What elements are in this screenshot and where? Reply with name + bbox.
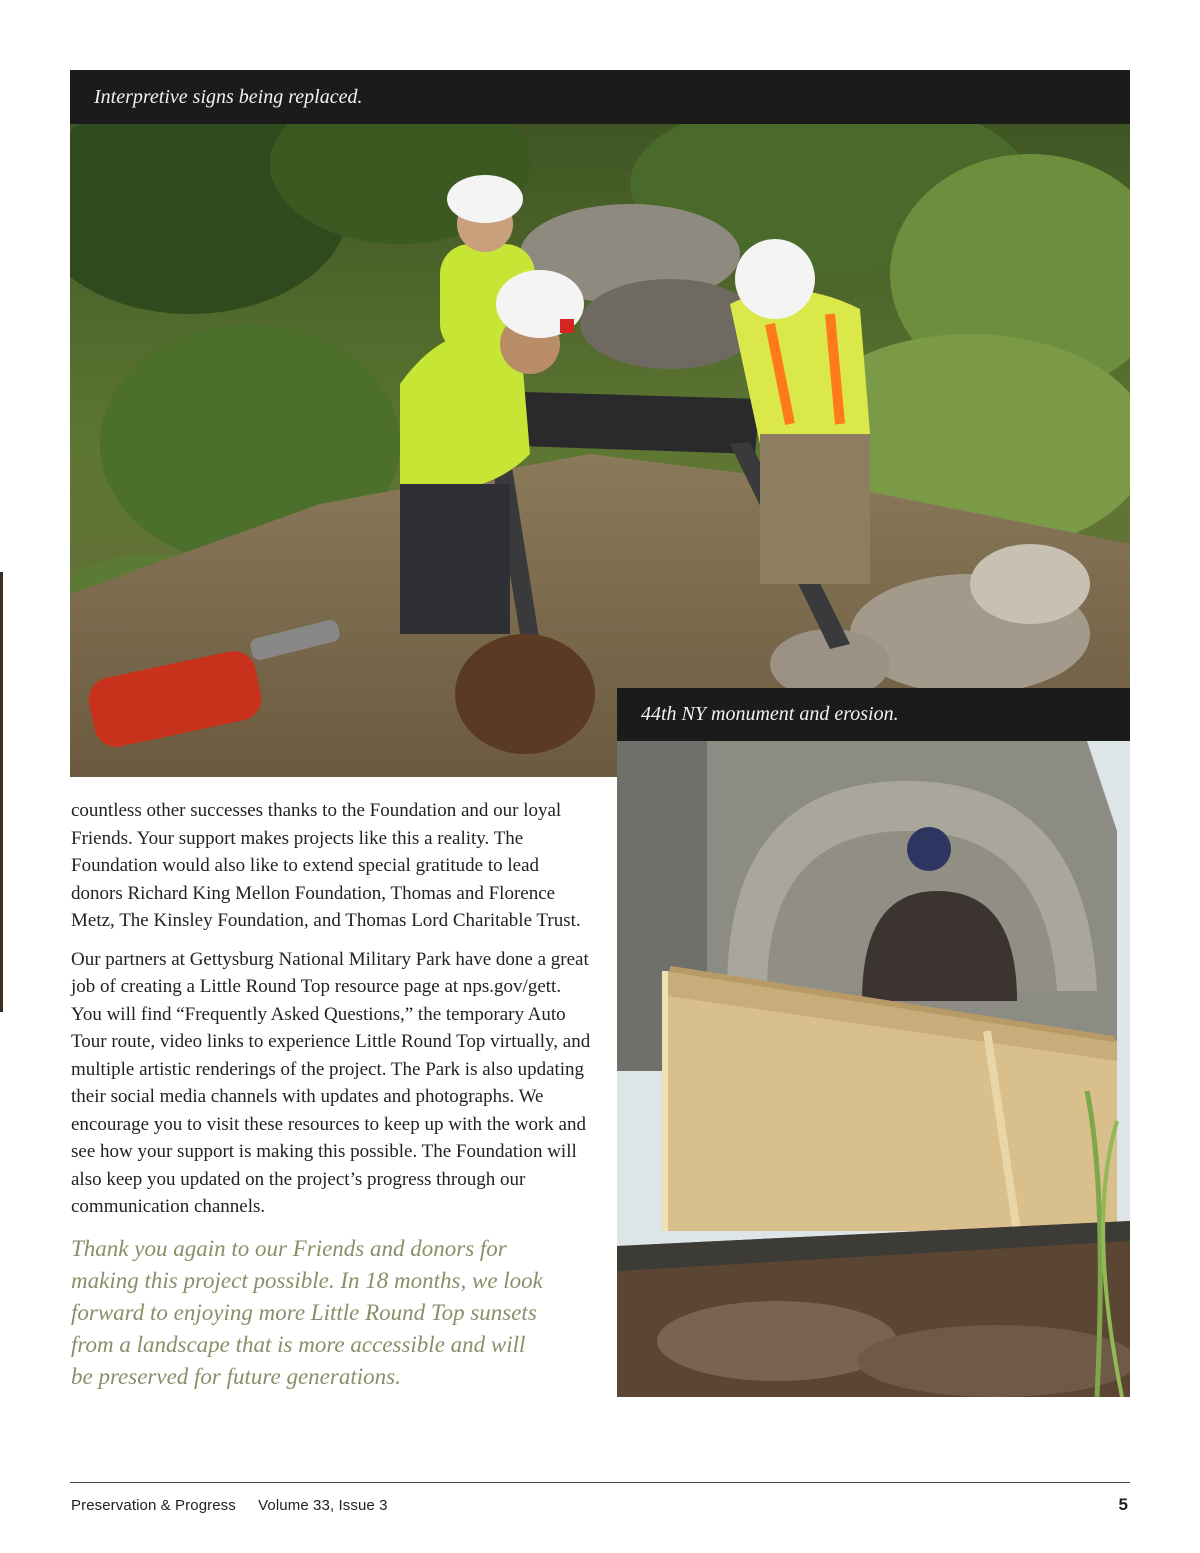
workers-illustration [70,124,1130,777]
page-edge-mark [0,572,3,1012]
body-paragraph: countless other successes thanks to the Foundation and our loyal Friends. Your support makes projects like this a reality. The Foundation would also like to extend special gratitude to lead donors Richard King Mellon Foundation, Thomas and Florence Metz, The Kinsley Foundation, and Thomas Lord Charitable Trust. [71,800,581,931]
photo-caption-monument: 44th NY monument and erosion. [617,688,1130,741]
photo-44th-ny-monument [617,741,1130,1397]
footer-publication-info [71,1497,388,1514]
monument-illustration [617,741,1130,1397]
issue-label: Volume 33, Issue 3 [258,1497,388,1514]
photo-workers-replacing-sign [70,124,1130,777]
body-paragraph: Our partners at Gettysburg National Military Park have done a great job of creating a Little Round Top resource page at nps.gov/gett. You will find “Frequently Asked Questions,” the temporary Auto Tour route, video links to experience Little Round Top virtually, and multiple artistic renderings of the project. The Park is also updating their social media channels with updates and photographs. We encourage you to visit these resources to keep up with the work and see how your support is making this possible. The Foundation will also keep you updated on the project’s progress through our communication channels. [71,948,591,1217]
pull-quote: Thank you again to our Friends and donors for making this project possible. In 18 months, we look forward to enjoying more Little Round Top sunsets from a landscape that is more accessible and will be preserved for future generations. [71,1236,543,1389]
article-body [71,797,591,1232]
page-number: 5 [1118,1495,1128,1514]
publication-name: Preservation & Progress [71,1497,236,1514]
photo-caption-signs: Interpretive signs being replaced. [70,70,1130,124]
footer-divider [70,1482,1130,1483]
